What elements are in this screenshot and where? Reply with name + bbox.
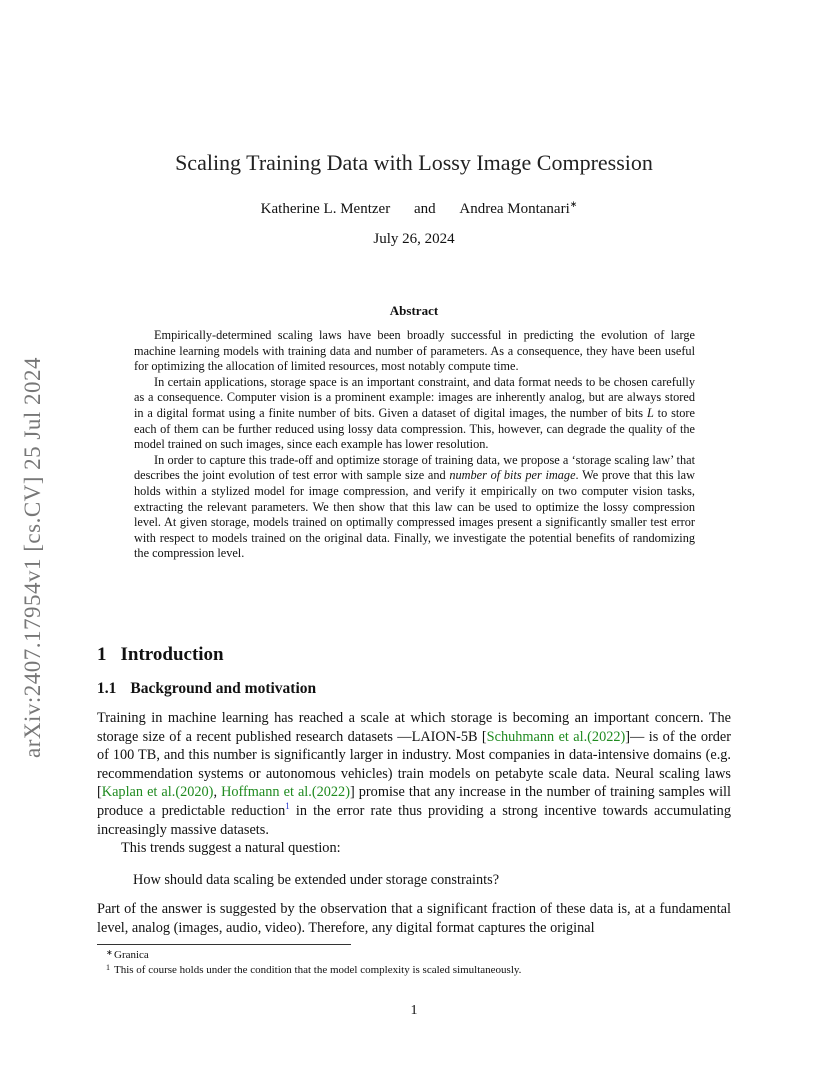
footnote [106,962,522,978]
body-text-span: ]— is of the order of 100 TB, and this number is significantly larger in industry. Most companies in data-intensive domains (e.g. recommendation systems or autonomous vehicles) train models on petabyte scale data. Neural scaling laws [ [97,728,732,801]
body-paragraph: This trends suggest a natural question: [121,840,341,857]
abstract-text: In certain applications, storage space is an important constraint, and data format needs to be chosen carefully as a consequence. Computer vision is a prominent example: images are inherently analog, but are always stored in a digital format using a finite number of bits. Given a dataset of digital images, the number of bits [134,374,695,420]
subsection-title: Background and motivation [130,680,317,697]
body-text-span: Training in machine learning has reached a scale at which storage is becoming an important concern. The storage size of a recent published research datasets —LAION-5B [ [97,710,731,745]
footnote-mark: 1 [106,962,110,972]
citation-separator: , [213,784,222,801]
body-text-span: ] promise that any increase in the number of training samples will produce a predictable reduction [97,784,732,819]
arxiv-stamp: arXiv:2407.17954v1 [cs.CV] 25 Jul 2024 [20,356,45,758]
abstract-paragraph [134,453,695,562]
citation-link[interactable]: Kaplan et al.(2020) [101,784,214,801]
math-variable: L [646,405,654,420]
footnote-reference[interactable]: 1 [285,801,290,812]
footnote [106,948,521,963]
abstract-paragraph: Empirically-determined scaling laws have been broadly successful in predicting the evolution of large machine learning models with training data and number of parameters. As a consequence, they have been useful for optimizing the allocation of limited resources, most notably compute time. [134,328,695,374]
section-heading [97,644,224,666]
author-name [459,201,577,217]
body-paragraph: Part of the answer is suggested by the observation that a significant fraction of these data is, at a fundamental level, analog (images, audio, video). Therefore, any digital format captures the original [97,901,731,936]
subsection-number: 1.1 [97,680,117,697]
body-text [97,900,731,937]
abstract-paragraph [134,375,695,453]
emphasis-text: number of bits per image [449,468,576,483]
body-text-span: in the error rate thus providing a strong incentive towards accumulating increasingly massive datasets. [97,802,731,838]
citation-link[interactable]: Schuhmann et al.(2022) [486,728,626,745]
section-number: 1 [97,644,107,665]
footnote-divider [97,944,351,945]
author-name: Katherine L. Mentzer [260,201,391,217]
abstract-text: to store each of them can be further reduced using lossy data compression. This, however, can degrade the quality of the model trained on such images, since each example has lower resolution. [134,405,695,452]
footnotes [106,948,522,977]
citation-link[interactable]: Hoffmann et al.(2022) [221,784,350,801]
author-conjunction: and [413,201,436,217]
paper-date: July 26, 2024 [373,231,455,247]
author-line [0,199,828,218]
subsection-heading [97,680,316,698]
author-name-text: Andrea Montanari [459,201,570,217]
page-number: 1 [410,1003,418,1018]
abstract-text: In order to capture this trade-off and optimize storage of training data, we propose a ‘storage scaling law’ that describes the joint evolution of test error with sample size and [134,452,695,483]
abstract-text: . We prove that this law holds within a stylized model for image compression, and verify it empirically on two computer vision tasks, extracting the relevant parameters. We then show that this law can be used to optimize the lossy compression level. At given storage, models trained on optimally compressed images present a significantly smaller test error with respect to models trained on the original data. Finally, we investigate the potential benefits of randomizing the compression level. [134,468,695,561]
abstract-body [134,328,695,562]
footnote-text: Granica [114,949,149,961]
quoted-question: How should data scaling be extended under storage constraints? [133,872,500,888]
body-text [97,709,731,858]
body-paragraph [97,709,731,839]
footnote-mark: ∗ [106,948,113,957]
author-footnote-mark: ∗ [569,199,578,209]
abstract-heading: Abstract [389,303,439,318]
paper-title: Scaling Training Data with Lossy Image Compression [175,150,653,175]
footnote-text: This of course holds under the condition that the model complexity is scaled simultaneously. [114,963,522,976]
section-title: Introduction [120,644,224,665]
